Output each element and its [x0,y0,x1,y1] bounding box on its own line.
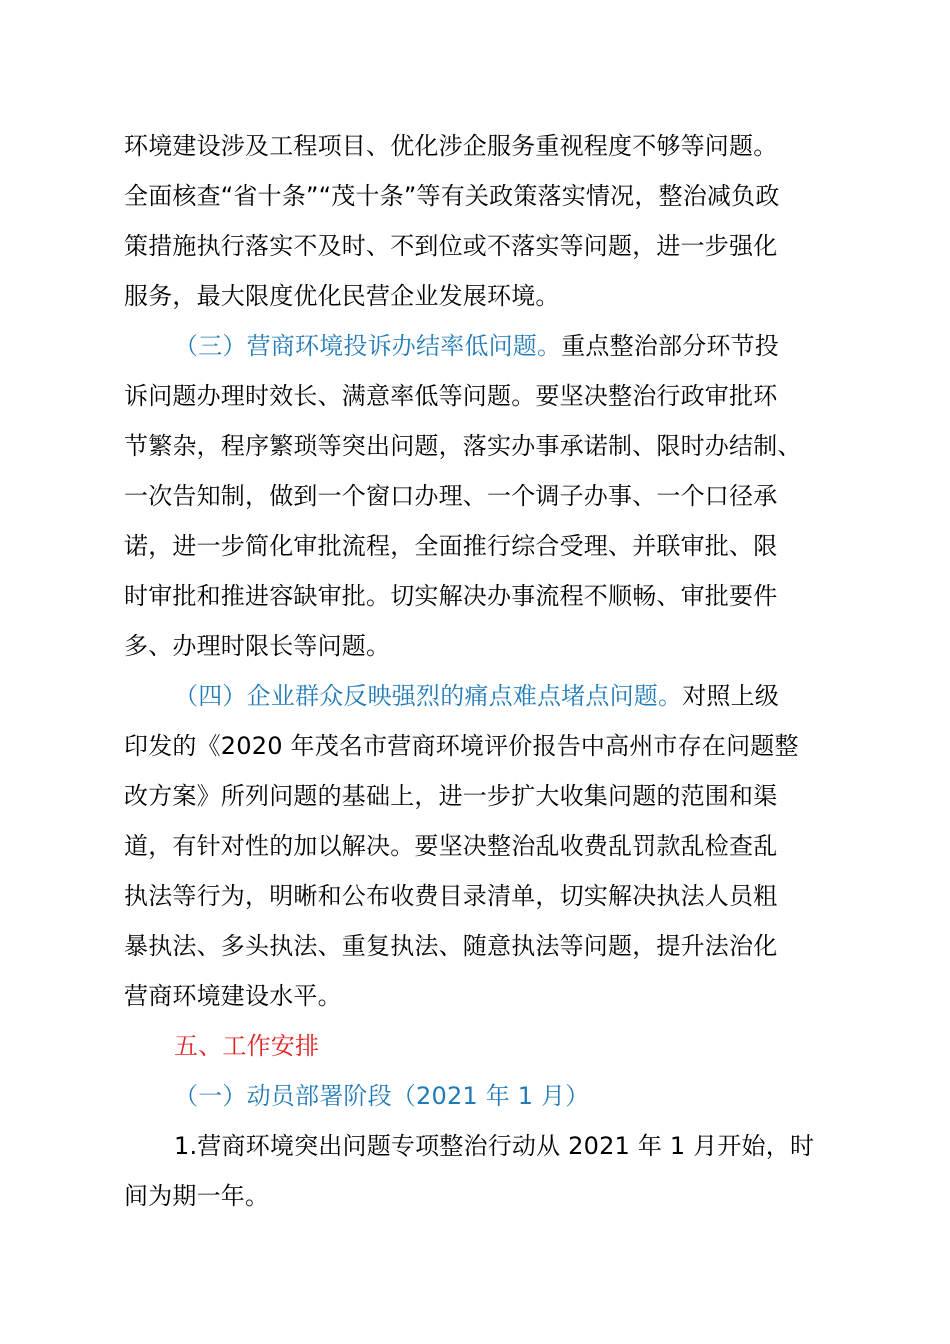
paragraph-line: 执法等行为，明晰和公布收费目录清单，切实解决执法人员粗 [124,882,778,910]
paragraph-line: 服务，最大限度优化民营企业发展环境。 [124,282,560,310]
paragraph-line: 诺，进一步简化审批流程，全面推行综合受理、并联审批、限 [124,532,778,560]
paragraph-line: 改方案》所列问题的基础上，进一步扩大收集问题的范围和渠 [124,782,778,810]
paragraph-line: 道，有针对性的加以解决。要坚决整治乱收费乱罚款乱检查乱 [124,832,778,860]
subsection-heading-4: （四）企业群众反映强烈的痛点难点堵点问题。 [174,682,683,710]
paragraph-line: 时审批和推进容缺审批。切实解决办事流程不顺畅、审批要件 [124,582,778,610]
subsection-heading-3: （三）营商环境投诉办结率低问题。 [174,332,562,360]
paragraph-line: 诉问题办理时效长、满意率低等问题。要坚决整治行政审批环 [124,382,778,410]
paragraph-line: 策措施执行落实不及时、不到位或不落实等问题，进一步强化 [124,232,778,260]
paragraph-line: 印发的《2020 年茂名市营商环境评价报告中高州市存在问题整 [124,732,799,760]
paragraph-line: 环境建设涉及工程项目、优化涉企服务重视程度不够等问题。 [124,132,778,160]
paragraph-text: 重点整治部分环节投 [561,332,780,360]
paragraph-line: 营商环境建设水平。 [124,982,342,1010]
paragraph-line: 多、办理时限长等问题。 [124,632,391,660]
paragraph-line: 一次告知制，做到一个窗口办理、一个调子办事、一个口径承 [124,482,778,510]
paragraph-line: 暴执法、多头执法、重复执法、随意执法等问题，提升法治化 [124,932,778,960]
paragraph-text: 对照上级 [682,682,780,710]
section-heading: 五、工作安排 [174,1032,320,1060]
subsection-heading-1: （一）动员部署阶段（2021 年 1 月） [174,1082,590,1110]
paragraph-line [174,676,779,716]
paragraph-line: 1.营商环境突出问题专项整治行动从 2021 年 1 月开始，时 [174,1132,815,1160]
paragraph-line: 节繁杂，程序繁琐等突出问题，落实办事承诺制、限时办结制、 [124,432,802,460]
paragraph-line: 全面核查“省十条”“茂十条”等有关政策落实情况，整治减负政 [124,182,780,210]
paragraph-line: 间为期一年。 [124,1182,270,1210]
paragraph-line [174,326,779,366]
